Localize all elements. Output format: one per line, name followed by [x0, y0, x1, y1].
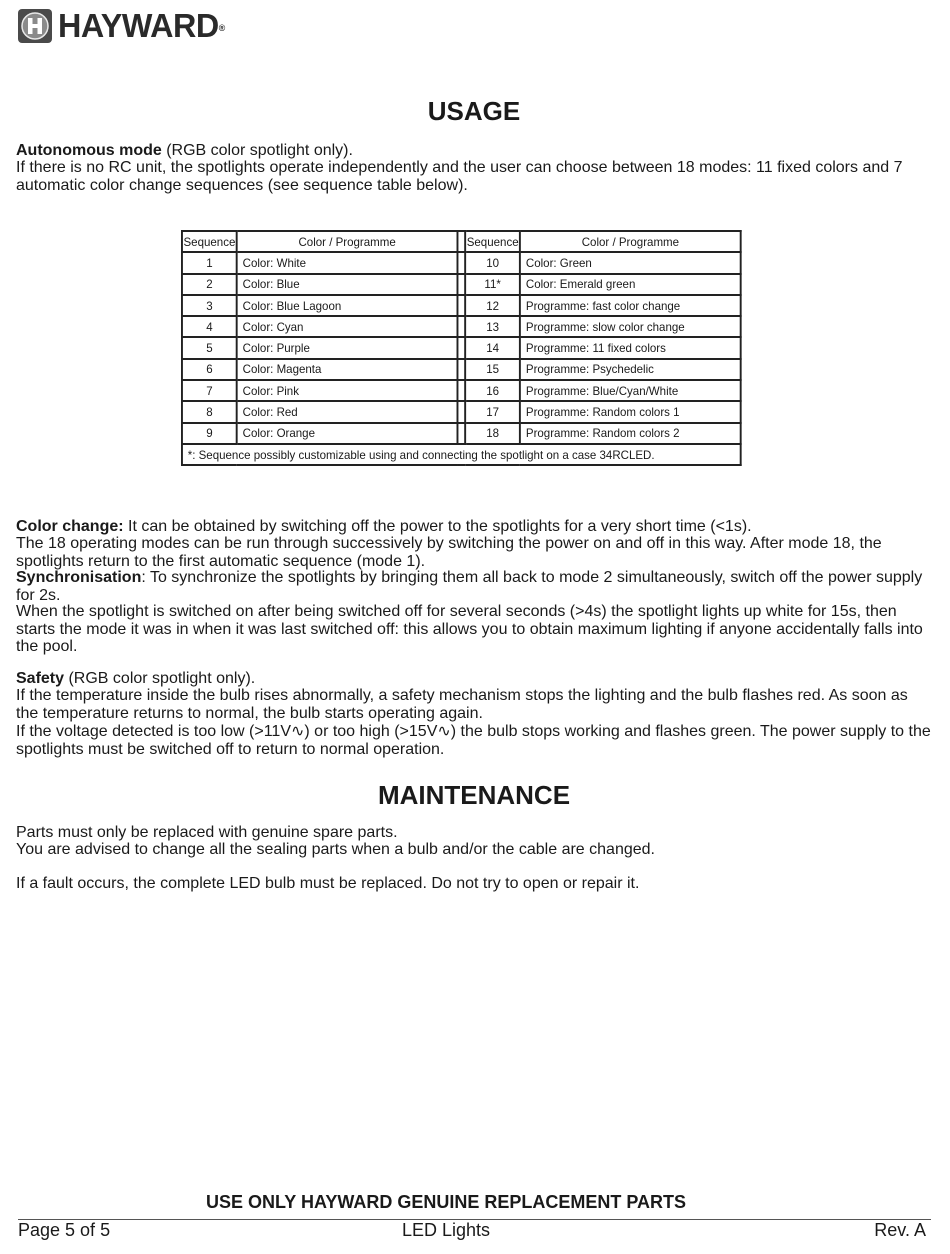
- autonomous-mode-text: If there is no RC unit, the spotlights operate independently and the user can choose between 18 modes: 11 fixed colors and 7 automatic color change sequences (see sequence table below).: [16, 159, 903, 194]
- safety-temperature-text: If the temperature inside the bulb rises abnormally, a safety mechanism stops the lighting and the bulb flashes red. As soon as the temperature returns to normal, the bulb starts operating again.: [16, 687, 908, 722]
- sequence-number: 15: [465, 359, 520, 380]
- color-change-text: The 18 operating modes can be run through successively by switching the power on and off in this way. After mode 18, the spotlights return to the first automatic sequence (mode 1).: [16, 535, 882, 570]
- page-number: Page 5 of 5: [18, 1220, 111, 1240]
- color-programme: Color: Green: [520, 252, 741, 273]
- sequence-number: 13: [465, 316, 520, 337]
- table-row: [182, 380, 741, 401]
- sequence-number: 2: [182, 274, 237, 295]
- table-row: [182, 359, 741, 380]
- hayward-logo: [18, 9, 228, 43]
- product-name: LED Lights: [401, 1220, 491, 1240]
- color-programme: Programme: Random colors 1: [520, 401, 741, 422]
- color-programme: Color: Blue: [237, 274, 458, 295]
- sequence-number: 14: [465, 337, 520, 358]
- color-programme: Color: Orange: [237, 423, 458, 444]
- table-footnote-row: [182, 444, 741, 465]
- sequence-number: 6: [182, 359, 237, 380]
- sequence-number: 4: [182, 316, 237, 337]
- footer-slogan: USE ONLY HAYWARD GENUINE REPLACEMENT PARTS: [205, 1192, 687, 1212]
- table-header-row: [182, 231, 741, 252]
- maintenance-text-2: You are advised to change all the sealing parts when a bulb and/or the cable are changed.: [16, 841, 655, 858]
- color-programme: Color: Purple: [237, 337, 458, 358]
- safety-heading: Safety (RGB color spotlight only).: [16, 670, 256, 687]
- color-programme: Programme: Psychedelic: [520, 359, 741, 380]
- color-programme: Programme: fast color change: [520, 295, 741, 316]
- color-programme: Color: Emerald green: [520, 274, 741, 295]
- sequence-number: 17: [465, 401, 520, 422]
- color-programme: Color: Magenta: [237, 359, 458, 380]
- safety-voltage-text: If the voltage detected is too low (>11V∿) or too high (>15V∿) the bulb stops working and flashes green. The power supply to the spotlights must be switched off to return to normal operation.: [16, 723, 931, 758]
- color-programme: Color: Red: [237, 401, 458, 422]
- sequence-table: [181, 230, 742, 466]
- table-row: [182, 316, 741, 337]
- table-footnote: *: Sequence possibly customizable using and connecting the spotlight on a case 34RCLED.: [182, 444, 741, 465]
- sequence-number: 10: [465, 252, 520, 273]
- revision-label: Rev. A: [874, 1220, 926, 1240]
- header-program-1: Color / Programme: [237, 231, 458, 252]
- brand-name: HAYWARD®: [58, 7, 225, 44]
- maintenance-text-1: Parts must only be replaced with genuine spare parts.: [16, 824, 398, 841]
- color-programme: Color: Blue Lagoon: [237, 295, 458, 316]
- header-sequence-2: Sequence: [465, 231, 520, 252]
- color-programme: Color: Pink: [237, 380, 458, 401]
- maintenance-text-3: If a fault occurs, the complete LED bulb must be replaced. Do not try to open or repair it.: [16, 875, 640, 892]
- table-row: [182, 337, 741, 358]
- table-row: [182, 295, 741, 316]
- autonomous-mode-heading: Autonomous mode (RGB color spotlight only).: [16, 142, 353, 159]
- sequence-number: 16: [465, 380, 520, 401]
- maintenance-title: MAINTENANCE: [377, 780, 571, 810]
- table-row: [182, 252, 741, 273]
- sequence-number: 9: [182, 423, 237, 444]
- color-programme: Programme: Blue/Cyan/White: [520, 380, 741, 401]
- sequence-number: 5: [182, 337, 237, 358]
- sequence-number: 18: [465, 423, 520, 444]
- header-program-2: Color / Programme: [520, 231, 741, 252]
- table-row: [182, 423, 741, 444]
- sequence-number: 11*: [465, 274, 520, 295]
- color-programme: Programme: Random colors 2: [520, 423, 741, 444]
- table-row: [182, 401, 741, 422]
- sequence-number: 3: [182, 295, 237, 316]
- switch-on-text: When the spotlight is switched on after being switched off for several seconds (>4s) the spotlight lights up white for 15s, then starts the mode it was in when it was last switched off: this allows you to obtain maximum lighting if anyone accidentally falls into the pool.: [16, 603, 923, 655]
- synchronisation-text: Synchronisation: To synchronize the spotlights by bringing them all back to mode 2 simultaneously, switch off the power supply for 2s.: [16, 569, 923, 604]
- sequence-number: 8: [182, 401, 237, 422]
- color-programme: Color: White: [237, 252, 458, 273]
- color-programme: Programme: 11 fixed colors: [520, 337, 741, 358]
- usage-title: USAGE: [427, 96, 521, 126]
- sequence-number: 1: [182, 252, 237, 273]
- header-sequence-1: Sequence: [182, 231, 237, 252]
- sequence-number: 7: [182, 380, 237, 401]
- hayward-h-icon: [18, 9, 52, 43]
- color-programme: Programme: slow color change: [520, 316, 741, 337]
- color-change-line: Color change: It can be obtained by switching off the power to the spotlights for a very short time (<1s).: [16, 518, 752, 535]
- table-row: [182, 274, 741, 295]
- sequence-number: 12: [465, 295, 520, 316]
- color-programme: Color: Cyan: [237, 316, 458, 337]
